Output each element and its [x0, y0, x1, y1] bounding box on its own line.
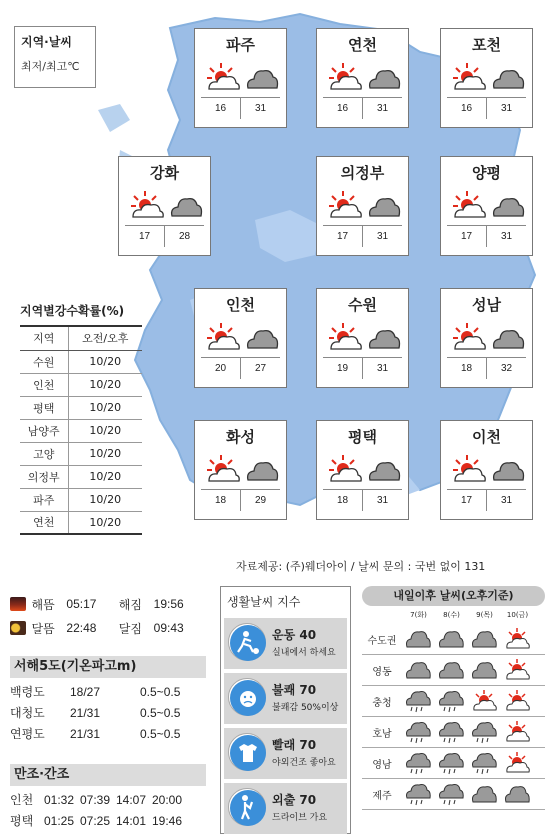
cloud-icon — [367, 457, 401, 483]
forecast-region: 충청 — [372, 697, 392, 709]
island-temp: 21/31 — [70, 706, 101, 720]
tide-location: 평택 — [10, 814, 34, 828]
list-item — [10, 703, 206, 724]
sunset-time: 19:56 — [153, 597, 184, 611]
temperature-range — [323, 97, 402, 119]
weather-icons — [195, 452, 286, 488]
partly-cloudy-icon — [205, 454, 241, 484]
legend-unit: 최저/최고℃ — [21, 60, 80, 73]
temperature-range — [125, 225, 204, 247]
temp-high: 31 — [254, 103, 267, 114]
value-cell: 10/20 — [68, 373, 142, 396]
life-index-desc: 드라이브 가요 — [272, 813, 328, 823]
temp-low: 16 — [201, 98, 241, 119]
list-item — [10, 682, 206, 703]
life-index-item — [224, 783, 347, 834]
island-temp: 21/31 — [70, 727, 101, 741]
temperature-range — [323, 489, 402, 511]
table-row — [20, 442, 142, 465]
sunrise-label: 해뜸 — [31, 597, 55, 612]
cloud-icon — [245, 65, 279, 91]
temperature-range — [447, 489, 526, 511]
rain-icon — [435, 749, 468, 777]
forecast-region: 수도권 — [367, 635, 397, 647]
forecast-days — [402, 610, 545, 624]
island-temp: 18/27 — [70, 685, 101, 699]
temp-high: 29 — [254, 495, 267, 506]
city-card-ganghwa — [118, 156, 211, 256]
city-name: 이천 — [472, 428, 501, 446]
partly-cloudy-icon — [327, 62, 363, 92]
laundry-icon — [228, 733, 266, 771]
cloud-icon — [501, 780, 534, 808]
region-cell: 의정부 — [20, 465, 68, 488]
temp-low: 17 — [447, 490, 487, 511]
weather-icons — [441, 60, 532, 96]
partly-cloudy-icon — [501, 687, 534, 715]
temperature-range — [323, 357, 402, 379]
partly-cloudy-icon — [501, 718, 534, 746]
temp-low: 20 — [201, 358, 241, 379]
forecast-row — [362, 748, 545, 779]
life-index-name: 불쾌 70 — [272, 683, 317, 697]
city-card-hwaseong — [194, 420, 287, 520]
outing-icon — [228, 788, 266, 826]
rain-icon — [435, 718, 468, 746]
cloud-icon — [468, 656, 501, 684]
temperature-range — [447, 97, 526, 119]
island-name: 대청도 — [10, 706, 45, 720]
tide-title: 만조·간조 — [10, 764, 206, 786]
discomfort-icon — [228, 678, 266, 716]
region-cell: 연천 — [20, 511, 68, 534]
weather-icons — [317, 60, 408, 96]
cloud-icon — [169, 193, 203, 219]
life-index-desc: 야외건조 좋아요 — [272, 758, 336, 768]
tide-time: 01:32 — [44, 793, 75, 807]
rain-icon — [402, 749, 435, 777]
weather-icons — [317, 188, 408, 224]
partly-cloudy-icon — [327, 190, 363, 220]
forecast-region: 영동 — [372, 666, 392, 678]
region-cell: 고양 — [20, 442, 68, 465]
temperature-range — [323, 225, 402, 247]
island-name: 연평도 — [10, 727, 45, 741]
region-cell: 남양주 — [20, 419, 68, 442]
cloud-icon — [245, 457, 279, 483]
weather-icons — [195, 320, 286, 356]
list-item — [10, 724, 206, 745]
tide-time: 01:25 — [44, 814, 75, 828]
life-index-title: 생활날씨 지수 — [227, 595, 301, 609]
city-name: 포천 — [472, 36, 501, 54]
temperature-range — [447, 225, 526, 247]
city-card-pyeongtaek — [316, 420, 409, 520]
partly-cloudy-icon — [451, 62, 487, 92]
partly-cloudy-icon — [451, 322, 487, 352]
forecast-row — [362, 624, 545, 655]
precipitation-table — [20, 300, 142, 535]
rain-icon — [402, 780, 435, 808]
tide-time: 14:01 — [116, 814, 147, 828]
temp-high: 28 — [178, 231, 191, 242]
life-index-item — [224, 673, 347, 724]
temperature-range — [201, 489, 280, 511]
life-index-desc: 실내에서 하세요 — [272, 648, 336, 658]
forecast-rows — [362, 624, 545, 810]
wave-height: 0.5~0.5 — [140, 727, 181, 741]
city-name: 화성 — [226, 428, 255, 446]
cloud-icon — [367, 65, 401, 91]
city-name: 수원 — [348, 296, 377, 314]
forecast-day: 7(화) — [410, 611, 427, 619]
temp-high: 31 — [500, 495, 513, 506]
cloud-icon — [435, 625, 468, 653]
temp-high: 31 — [376, 231, 389, 242]
cloud-icon — [245, 325, 279, 351]
temp-high: 31 — [500, 103, 513, 114]
rain-icon — [468, 749, 501, 777]
extended-forecast — [362, 586, 545, 834]
tide-time: 19:46 — [152, 814, 183, 828]
value-cell: 10/20 — [68, 465, 142, 488]
forecast-row — [362, 655, 545, 686]
partly-cloudy-icon — [501, 656, 534, 684]
temp-low: 18 — [447, 358, 487, 379]
forecast-region: 제주 — [372, 790, 392, 802]
partly-cloudy-icon — [205, 322, 241, 352]
legend-title: 지역·날씨 — [21, 35, 72, 49]
cloud-icon — [367, 193, 401, 219]
west-sea-islands — [10, 656, 206, 745]
table-row — [20, 465, 142, 488]
city-name: 연천 — [348, 36, 377, 54]
list-item — [10, 790, 206, 811]
weather-icons — [119, 188, 210, 224]
moonset-label: 달짐 — [118, 621, 142, 636]
weather-icons — [317, 320, 408, 356]
city-name: 양평 — [472, 164, 501, 182]
temp-low: 18 — [323, 490, 363, 511]
rain-icon — [468, 718, 501, 746]
temp-high: 27 — [254, 363, 267, 374]
city-name: 성남 — [472, 296, 501, 314]
sunrise-icon — [10, 597, 26, 611]
moonset-time: 09:43 — [153, 621, 184, 635]
forecast-region: 호남 — [372, 728, 392, 740]
cloud-icon — [402, 625, 435, 653]
forecast-row — [362, 779, 545, 810]
partly-cloudy-icon — [451, 190, 487, 220]
moon-row — [10, 616, 206, 640]
cloud-icon — [491, 325, 525, 351]
temp-high: 31 — [376, 363, 389, 374]
map-legend — [14, 26, 96, 88]
list-item — [10, 811, 206, 832]
city-name: 평택 — [348, 428, 377, 446]
temp-high: 31 — [376, 495, 389, 506]
partly-cloudy-icon — [468, 687, 501, 715]
city-card-yeoncheon — [316, 28, 409, 128]
partly-cloudy-icon — [451, 454, 487, 484]
cloud-icon — [367, 325, 401, 351]
partly-cloudy-icon — [501, 625, 534, 653]
precipitation-title: 지역별강수확률(%) — [20, 300, 142, 327]
city-card-incheon — [194, 288, 287, 388]
value-cell: 10/20 — [68, 488, 142, 511]
temp-high: 32 — [500, 363, 513, 374]
temp-low: 17 — [125, 226, 165, 247]
forecast-day: 8(수) — [443, 611, 460, 619]
city-card-yangpyeong — [440, 156, 533, 256]
temperature-range — [201, 97, 280, 119]
sunset-label: 해짐 — [118, 597, 142, 612]
life-index-name: 운동 40 — [272, 628, 317, 642]
city-card-suwon — [316, 288, 409, 388]
tide-times — [10, 764, 206, 832]
column-header: 오전/오후 — [68, 327, 142, 350]
table-row — [20, 350, 142, 373]
value-cell: 10/20 — [68, 396, 142, 419]
value-cell: 10/20 — [68, 350, 142, 373]
life-index-item — [224, 728, 347, 779]
city-card-pocheon — [440, 28, 533, 128]
forecast-row — [362, 717, 545, 748]
tide-location: 인천 — [10, 793, 34, 807]
partly-cloudy-icon — [205, 62, 241, 92]
weather-icons — [195, 60, 286, 96]
cloud-icon — [435, 656, 468, 684]
cloud-icon — [402, 656, 435, 684]
weather-icons — [441, 452, 532, 488]
moonrise-time: 22:48 — [66, 621, 97, 635]
moonrise-label: 달뜸 — [31, 621, 55, 636]
tide-time: 20:00 — [152, 793, 183, 807]
sun-moon-times — [10, 592, 206, 640]
table-row — [20, 511, 142, 534]
forecast-row — [362, 686, 545, 717]
cloud-icon — [491, 457, 525, 483]
city-name: 의정부 — [340, 164, 385, 182]
tide-time: 07:25 — [80, 814, 111, 828]
region-cell: 평택 — [20, 396, 68, 419]
weather-icons — [441, 188, 532, 224]
life-index-name: 빨래 70 — [272, 738, 317, 752]
temp-low: 17 — [323, 226, 363, 247]
city-card-paju — [194, 28, 287, 128]
temperature-range — [201, 357, 280, 379]
city-card-seongnam — [440, 288, 533, 388]
sunrise-time: 05:17 — [66, 597, 97, 611]
city-name: 강화 — [150, 164, 179, 182]
life-weather-index — [220, 586, 351, 834]
moon-icon — [10, 621, 26, 635]
tide-time: 14:07 — [116, 793, 147, 807]
partly-cloudy-icon — [327, 322, 363, 352]
cloud-icon — [491, 193, 525, 219]
wave-height: 0.5~0.5 — [140, 685, 181, 699]
forecast-region: 영남 — [372, 759, 392, 771]
city-card-uijeongbu — [316, 156, 409, 256]
value-cell: 10/20 — [68, 419, 142, 442]
region-cell: 파주 — [20, 488, 68, 511]
forecast-title: 내일이후 날씨(오후기준) — [362, 586, 545, 606]
temp-high: 31 — [500, 231, 513, 242]
cloud-icon — [491, 65, 525, 91]
city-card-icheon — [440, 420, 533, 520]
weather-icons — [317, 452, 408, 488]
cloud-icon — [468, 780, 501, 808]
west-sea-title: 서해5도(기온파고m) — [10, 656, 206, 678]
value-cell: 10/20 — [68, 511, 142, 534]
temperature-range — [447, 357, 526, 379]
table-row — [20, 373, 142, 396]
life-index-item — [224, 618, 347, 669]
table-row — [20, 419, 142, 442]
temp-low: 16 — [323, 98, 363, 119]
temp-low: 19 — [323, 358, 363, 379]
wave-height: 0.5~0.5 — [140, 706, 181, 720]
city-name: 파주 — [226, 36, 255, 54]
partly-cloudy-icon — [501, 749, 534, 777]
temp-low: 16 — [447, 98, 487, 119]
temp-high: 31 — [376, 103, 389, 114]
cloud-icon — [468, 625, 501, 653]
column-header: 지역 — [20, 327, 68, 350]
partly-cloudy-icon — [327, 454, 363, 484]
region-cell: 인천 — [20, 373, 68, 396]
city-name: 인천 — [226, 296, 255, 314]
exercise-icon — [228, 623, 266, 661]
temp-low: 17 — [447, 226, 487, 247]
rain-icon — [402, 718, 435, 746]
rain-icon — [435, 687, 468, 715]
life-index-name: 외출 70 — [272, 793, 317, 807]
rain-icon — [435, 780, 468, 808]
partly-cloudy-icon — [129, 190, 165, 220]
temp-low: 18 — [201, 490, 241, 511]
table-row — [20, 396, 142, 419]
life-index-desc: 불쾌감 50%이상 — [272, 703, 339, 713]
table-row — [20, 488, 142, 511]
forecast-day: 9(목) — [476, 611, 493, 619]
rain-icon — [402, 687, 435, 715]
sun-row — [10, 592, 206, 616]
region-cell: 수원 — [20, 350, 68, 373]
value-cell: 10/20 — [68, 442, 142, 465]
weather-icons — [441, 320, 532, 356]
forecast-day: 10(금) — [506, 611, 529, 619]
data-credit: 자료제공: (주)웨더아이 / 날씨 문의 : 국번 없이 131 — [236, 560, 486, 573]
tide-time: 07:39 — [80, 793, 111, 807]
island-name: 백령도 — [10, 685, 45, 699]
